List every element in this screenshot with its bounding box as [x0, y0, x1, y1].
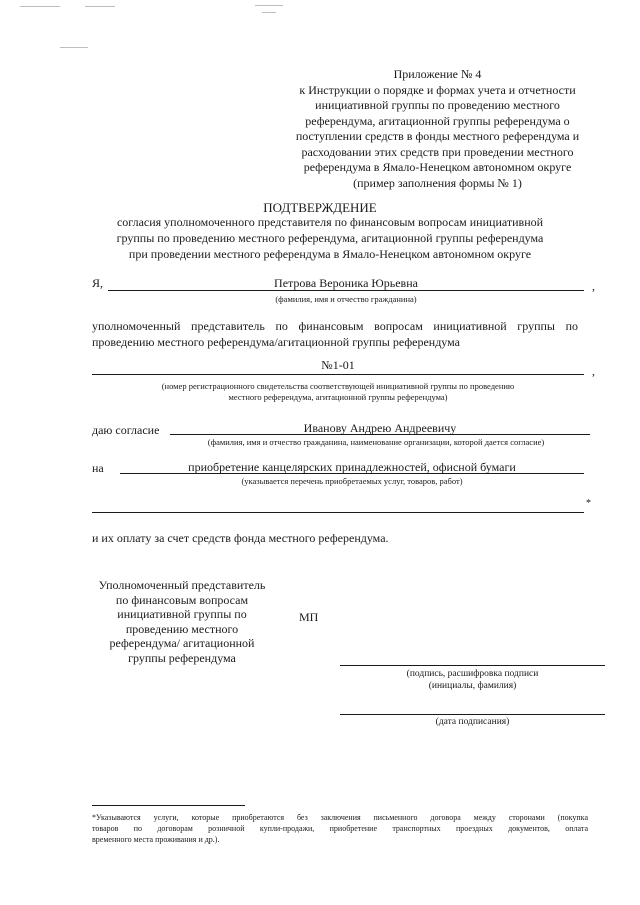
footnote-line: *Указываются услуги, которые приобретаются без заключения письменного договора между сторонами (покупка — [92, 813, 588, 822]
subtitle-line: согласия уполномоченного представителя по финансовым вопросам инициативной — [116, 215, 544, 229]
appendix-line: расходовании этих средств при проведении местного — [301, 144, 574, 159]
signatory-block — [92, 578, 272, 665]
footnote-line: товаров по договорам розничной купли-продажи, приобретение транспортных проездных документов, оплата — [92, 824, 588, 833]
purpose-line — [120, 473, 584, 474]
document-title: ПОДТВЕРЖДЕНИЕ — [263, 200, 377, 215]
subtitle-line: группы по проведению местного референдума, агитационной группы референдума — [116, 231, 544, 245]
appendix-title: Приложение № 4 — [393, 67, 482, 81]
signatory-line: проведению местного — [125, 621, 239, 636]
date-hint: (дата подписания) — [435, 717, 510, 727]
signatory-line: референдума/ агитационной — [109, 636, 255, 650]
appendix-line: референдума, агитационной группы референдума о — [305, 113, 570, 128]
role-line: уполномоченный представитель по финансовым вопросам инициативной группы по — [92, 319, 578, 333]
footnote-mark: * — [586, 498, 591, 509]
person-comma: , — [592, 279, 595, 293]
stamp-mark: МП — [299, 610, 319, 624]
certificate-hint — [92, 381, 584, 403]
person-name-hint: (фамилия, имя и отчество гражданина) — [275, 294, 417, 304]
scan-artifact — [20, 6, 60, 7]
appendix-header — [270, 67, 605, 191]
signature-hint-line: (подпись, расшифровка подписи — [406, 669, 539, 679]
person-name-value: Петрова Вероника Юрьевна — [274, 276, 418, 290]
person-prefix: Я, — [92, 276, 104, 290]
purpose-line-2 — [92, 512, 584, 513]
scan-artifact — [262, 12, 276, 13]
footnote-line: временного места проживания и др.). — [92, 835, 220, 844]
consent-recipient-line — [170, 434, 590, 435]
appendix-line: референдума в Ямало-Ненецком автономном округе — [303, 160, 572, 174]
appendix-line: (пример заполнения формы № 1) — [353, 175, 522, 190]
purpose-hint: (указывается перечень приобретаемых услуг, товаров, работ) — [241, 476, 463, 486]
subtitle-line: при проведении местного референдума в Ямало-Ненецком автономном округе — [128, 247, 532, 261]
signature-line — [340, 665, 605, 666]
appendix-line: поступлении средств в фонды местного референдума и — [295, 129, 580, 143]
certificate-comma: , — [592, 364, 595, 378]
payment-text: и их оплату за счет средств фонда местного референдума. — [92, 531, 389, 545]
signature-hint-line: (инициалы, фамилия) — [428, 681, 517, 691]
date-line — [340, 714, 605, 715]
certificate-hint-line: (номер регистрационного свидетельства соответствующей инициативной группы по проведению — [161, 381, 515, 391]
role-line: проведению местного референдума/агитационной группы референдума — [92, 335, 460, 349]
document-subtitle — [80, 214, 580, 262]
scan-artifact — [255, 5, 283, 6]
purpose-value: приобретение канцелярских принадлежностей, офисной бумаги — [188, 460, 516, 474]
footnote — [92, 812, 588, 845]
signatory-line: по финансовым вопросам — [115, 592, 249, 607]
signature-hint — [340, 668, 605, 692]
appendix-line: инициативной группы по проведению местного — [315, 98, 560, 112]
consent-label: даю согласие — [92, 423, 160, 437]
appendix-line: к Инструкции о порядке и формах учета и отчетности — [299, 82, 576, 97]
signatory-line: группы референдума — [128, 650, 236, 665]
person-name-line — [108, 290, 584, 291]
certificate-number-value: №1-01 — [321, 358, 355, 372]
consent-hint: (фамилия, имя и отчество гражданина, наименование организации, которой дается согласие) — [207, 437, 545, 447]
certificate-number-line — [92, 374, 584, 375]
purpose-label: на — [92, 461, 104, 475]
signatory-line: Уполномоченный представитель — [98, 578, 266, 592]
scan-artifact — [85, 6, 115, 7]
scan-artifact — [60, 47, 88, 48]
consent-recipient-value: Иванову Андрею Андреевичу — [303, 421, 457, 435]
signatory-line: инициативной группы по — [117, 607, 247, 621]
role-text — [92, 318, 578, 350]
footnote-separator — [92, 805, 245, 806]
certificate-hint-line: местного референдума, агитационной группы референдума) — [228, 392, 448, 402]
